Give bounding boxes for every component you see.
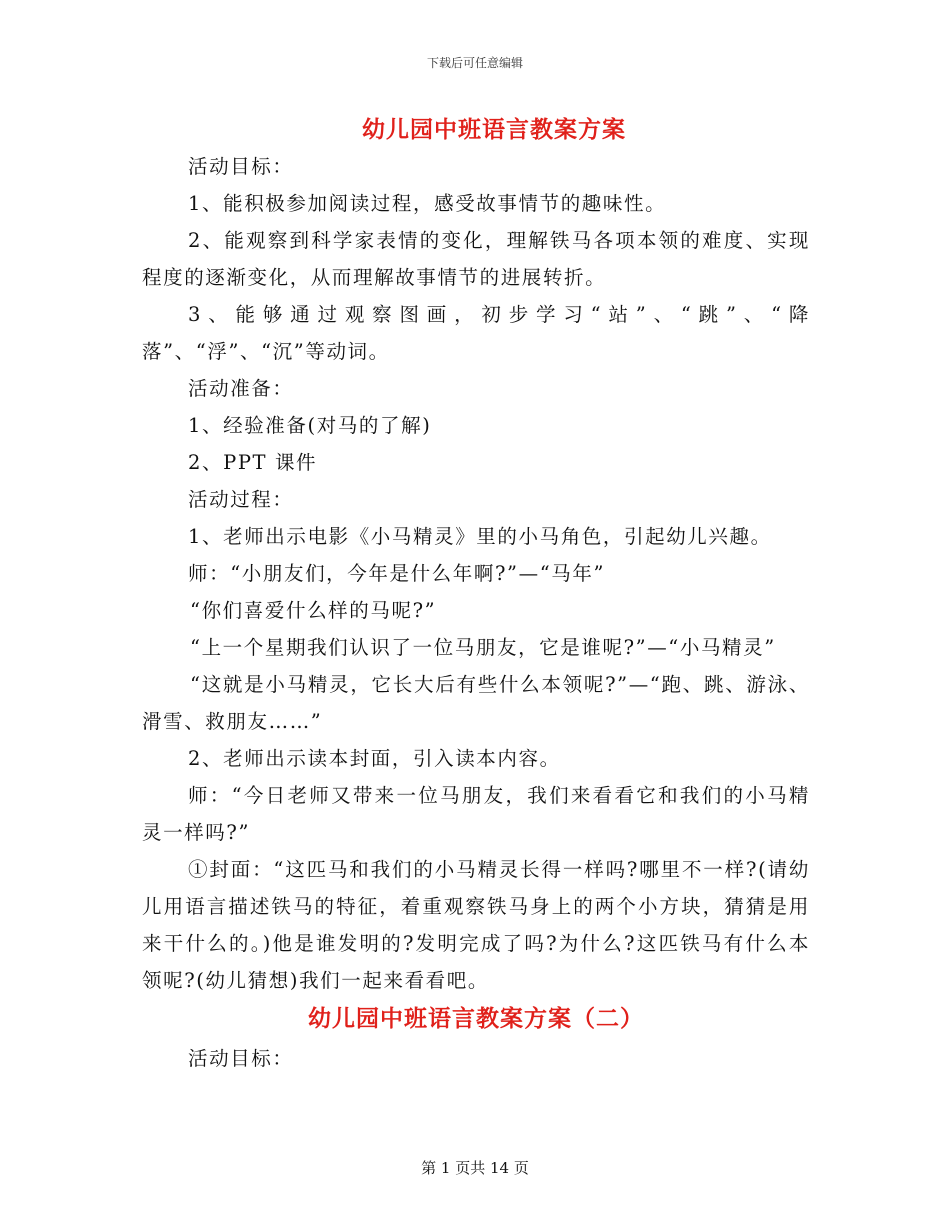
paragraph-dialogue-5: 师：“今日老师又带来一位马朋友，我们来看看它和我们的小马精灵一样吗?” [142, 784, 810, 844]
paragraph-dialogue-2: “你们喜爱什么样的马呢?” [190, 599, 437, 622]
paragraph-prep-heading: 活动准备： [188, 377, 294, 400]
paragraph-goal-1: 1、能积极参加阅读过程，感受故事情节的趣味性。 [188, 192, 667, 215]
paragraph-process-heading: 活动过程： [188, 488, 294, 511]
paragraph-prep-1: 1、经验准备(对马的了解) [188, 414, 432, 437]
page-content [142, 112, 810, 1077]
paragraph-goal-2: 2、能观察到科学家表情的变化，理解铁马各项本领的难度、实现程度的逐渐变化，从而理解故事情节的进展转折。 [142, 229, 810, 289]
paragraph-dialogue-3: “上一个星期我们认识了一位马朋友，它是谁呢?”—“小马精灵” [190, 636, 776, 659]
page-footer: 第 1 页共 14 页 [421, 1159, 529, 1177]
paragraph-prep-2: 2、PPT 课件 [188, 451, 318, 474]
paragraph-process-1: 1、老师出示电影《小马精灵》里的小马角色，引起幼儿兴趣。 [188, 525, 772, 548]
paragraph-dialogue-4: “这就是小马精灵，它长大后有些什么本领呢?”—“跑、跳、游泳、滑雪、救朋友……” [142, 673, 810, 733]
paragraph-process-2: 2、老师出示读本封面，引入读本内容。 [188, 747, 561, 770]
page-header: 下载后可任意编辑 [426, 56, 523, 70]
section-title-2: 幼儿园中班语言教案方案（二） [308, 1005, 644, 1032]
paragraph-goals-heading-2: 活动目标： [188, 1047, 294, 1070]
paragraph-goals-heading: 活动目标： [188, 155, 294, 178]
paragraph-cover: ①封面：“这匹马和我们的小马精灵长得一样吗?哪里不一样?(请幼儿用语言描述铁马的特征，着重观察铁马身上的两个小方块，猜猜是用来干什么的。)他是谁发明的?发明完成了吗?为什么?这匹铁马有什么本领呢?(幼儿猜想)我们一起来看看吧。 [142, 858, 810, 992]
paragraph-dialogue-1: 师：“小朋友们，今年是什么年啊?”—“马年” [188, 562, 606, 585]
document-title: 幼儿园中班语言教案方案 [362, 116, 626, 143]
paragraph-goal-3: 3、能够通过观察图画，初步学习“站”、“跳”、“降落”、“浮”、“沉”等动词。 [142, 303, 810, 363]
